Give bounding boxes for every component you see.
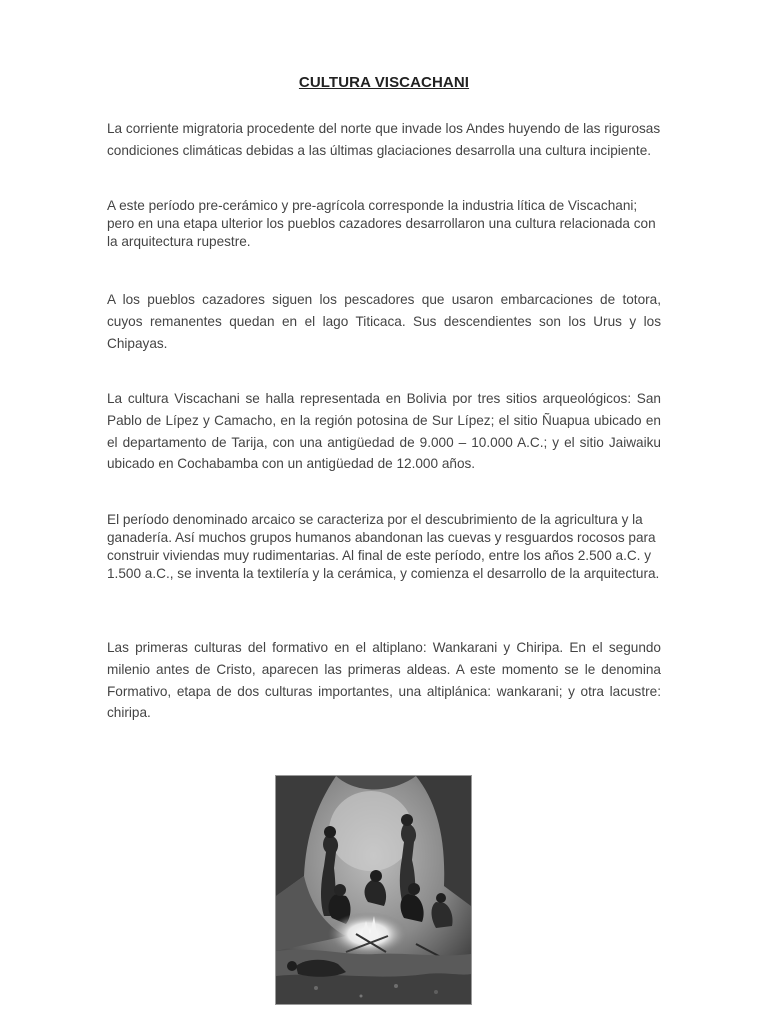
document-title: CULTURA VISCACHANI [298,74,470,91]
paragraph-migration: La corriente migratoria procedente del norte que invade los Andes huyendo de las rigurosas condiciones climáticas debidas a las últimas glaciaciones desarrolla una cultura incipiente. [107,121,661,158]
paragraph-preceramic-period: A este período pre-cerámico y pre-agrícola corresponde la industria lítica de Viscachani; pero en una etapa ulterior los pueblos cazadores desarrollaron una cultura relacionada con la arquitectura rupestre. [107,198,656,249]
paragraph-fishermen: A los pueblos cazadores siguen los pescadores que usaron embarcaciones de totora, cuyos remanentes quedan en el lago Titicaca. Sus descendientes son los Urus y los Chipayas. [107,292,661,351]
paragraph-formative-cultures: Las primeras culturas del formativo en el altiplano: Wankarani y Chiripa. En el segundo milenio antes de Cristo, aparecen las primeras aldeas. A este momento se le denomina Formativo, etapa de dos culturas importantes, una altiplánica: wankarani; y otra lacustre: chiripa. [107,640,661,721]
cave-dwellers-illustration [275,775,472,1005]
paragraph-archaic-period: El período denominado arcaico se caracteriza por el descubrimiento de la agricultura y la ganadería. Así muchos grupos humanos abandonan las cuevas y resguardos rocosos para construir viviendas muy rudimentarias. Al final de este período, entre los años 2.500 a.C. y 1.500 a.C., se inventa la textilería y la cerámica, y comienza el desarrollo de la arquitectura. [107,512,660,581]
paragraph-archaeological-sites: La cultura Viscachani se halla representada en Bolivia por tres sitios arqueológicos: San Pablo de Lípez y Camacho, en la región potosina de Sur Lípez; el sitio Ñuapua ubicado en el departamento de Tarija, con una antigüedad de 9.000 – 10.000 A.C.; y el sitio Jaiwaiku ubicado en Cochabamba con un antigüedad de 12.000 años. [107,391,661,472]
